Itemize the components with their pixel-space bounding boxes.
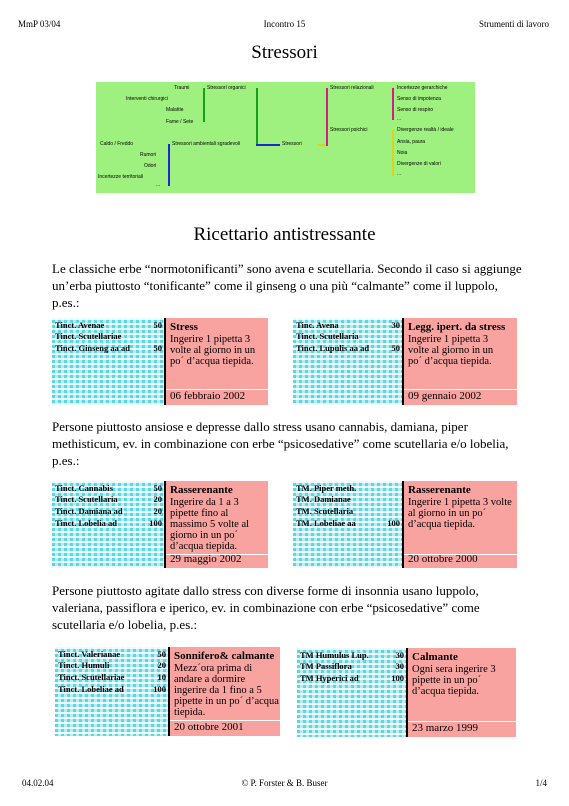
recipe-card xyxy=(293,481,517,568)
ingredient: TM Hyperici ad xyxy=(300,673,359,683)
ingredient: Tinct. Cannabis xyxy=(55,483,113,493)
diagram-label-dots-left: ... xyxy=(156,182,161,188)
ingredient: TM. Lobeliae aa xyxy=(296,518,356,528)
ingredient: Tinct. Avenae xyxy=(55,320,105,330)
card-title: Legg. ipert. da stress xyxy=(408,321,506,333)
footer-center: © P. Forster & B. Buser xyxy=(241,778,328,788)
diagram-label-divergenze-ri: Divergenze realtà / ideale xyxy=(397,127,454,133)
diagram-label-stressori: Stressori xyxy=(282,141,302,147)
ingredient: Tinct. Valerianae xyxy=(58,649,121,659)
diagram-label-malattie: Malattie xyxy=(166,107,184,113)
ingredient-qty: 100 xyxy=(391,673,404,683)
card-date: 06 febbraio 2002 xyxy=(170,390,246,402)
ingredient-qty: 30 xyxy=(395,661,404,671)
ingredient-qty: 30 xyxy=(391,320,400,330)
ingredient: Tinct. Scutellariae xyxy=(58,672,125,682)
diagram-label-fame: Fame / Sete xyxy=(166,119,194,125)
card-instructions-text: Ogni sera ingerire 3 pipette in un po´ d’acqua tiepida. xyxy=(412,664,496,697)
ingredient-qty: 20 xyxy=(153,494,162,504)
diagram-label-ambientali: Stressori ambientali sgradevoli xyxy=(172,141,241,147)
card-title: Rasserenante xyxy=(170,484,233,496)
card-instructions xyxy=(166,318,268,405)
card-ingredients xyxy=(293,481,402,568)
ingredient: Tinc. Avena xyxy=(296,320,339,330)
card-instructions-text: Ingerire 1 pipetta 3 volte al giorno in un po´ d’acqua tiepida. xyxy=(408,334,494,367)
diagram-label-impotenza: Senso di impotenza xyxy=(397,96,441,102)
diagram-label-odori: Odori xyxy=(144,163,157,169)
paragraph-2: Persone piuttosto ansiose e depresse dallo stress usano cannabis, damiana, piper methisticum, ev. in combinazione con erbe “psicosedative” come scutellaria e/o lobelia, p.es.: xyxy=(52,419,509,468)
card-date: 20 ottobre 2000 xyxy=(408,553,478,565)
card-instructions xyxy=(404,481,517,568)
diagram-line-merge xyxy=(256,88,258,144)
diagram-label-caldo: Caldo / Freddo xyxy=(100,141,134,147)
recipe-card xyxy=(52,481,268,568)
footer-left: 04.02.04 xyxy=(22,778,54,788)
ingredient: TM. Piper meth. xyxy=(296,483,357,493)
diagram-line-organic xyxy=(203,88,205,122)
diagram-line-center xyxy=(256,144,280,146)
ingredient-qty: 10 xyxy=(157,672,166,682)
footer-right: 1/4 xyxy=(535,778,547,788)
card-date: 23 marzo 1999 xyxy=(412,722,478,734)
diagram-label-divergenze-val: Divergenze di valori xyxy=(397,161,441,167)
recipe-card xyxy=(55,647,280,736)
card-instructions xyxy=(404,318,517,405)
recipe-card xyxy=(293,318,517,405)
recipe-card xyxy=(52,318,268,405)
diagram-label-respiro: Senso di respiro xyxy=(397,107,434,113)
diagram-label-noia: Noia xyxy=(397,150,408,156)
card-ingredients xyxy=(293,318,402,405)
diagram-label-dots-rel: ... xyxy=(397,116,402,122)
ingredient-qty: 100 xyxy=(153,684,166,694)
header-right: Strumenti di lavoro xyxy=(479,19,549,29)
card-instructions xyxy=(408,648,516,737)
ingredient: TM Humulus Lup. xyxy=(300,650,369,660)
card-date: 29 maggio 2002 xyxy=(170,553,242,565)
diagram-label-ansia: Ansia, paura xyxy=(397,139,426,145)
ingredient: Tinct. Scutellaria xyxy=(55,494,118,504)
ingredient-qty: 30 xyxy=(395,650,404,660)
diagram-label-dots-psi: ... xyxy=(397,171,402,177)
header-center: Incontro 15 xyxy=(263,19,306,29)
card-instructions xyxy=(170,647,280,736)
page-title: Stressori xyxy=(251,42,318,63)
stressors-diagram xyxy=(96,82,475,193)
diagram-line-psi xyxy=(392,130,394,176)
card-instructions-text: Ingerire 1 pipetta 3 volte al giorno in un po´ d’acqua tiepida. xyxy=(170,334,256,367)
ingredient: Tinct. Scutellaria xyxy=(296,331,359,341)
diagram-line-env xyxy=(168,144,170,186)
card-instructions-text: Ingerire da 1 a 3 pipette fino al massimo 5 volte al giorno in un po´ d’acqua tiepida. xyxy=(170,497,250,552)
diagram-label-interventi: Interventi chirurgici xyxy=(126,96,168,102)
card-date: 09 gennaio 2002 xyxy=(408,390,482,402)
card-title: Calmante xyxy=(412,651,458,663)
diagram-label-traumi: Traumi xyxy=(174,85,190,91)
ingredient-qty: 50 xyxy=(153,483,162,493)
ingredient-qty: 50 xyxy=(157,649,166,659)
paragraph-3: Persone piuttosto agitate dallo stress con diverse forme di insonnia usano luppolo, valeriana, passiflora e iperico, ev. in combinazione con erbe “psicosedative” come scutellaria e/o lobelia, p.es.: xyxy=(52,583,480,632)
ingredient-qty: 50 xyxy=(153,343,162,353)
ingredient-qty: 20 xyxy=(157,660,166,670)
card-ingredients xyxy=(52,481,164,568)
diagram-label-incertezze-terr: Incertezze territoriali xyxy=(98,174,144,180)
card-title: Sonnifero& calmante xyxy=(174,650,275,662)
ingredient-qty: 20 xyxy=(153,506,162,516)
diagram-label-rumori: Rumori xyxy=(140,152,157,158)
ingredient: TM. Scutellaria xyxy=(296,506,354,516)
ingredient: Tinct. Damiana ad xyxy=(55,506,123,516)
ingredient-qty: 100 xyxy=(387,518,400,528)
recipe-card xyxy=(297,648,516,737)
ingredient: TM. Damianae xyxy=(296,494,351,504)
ingredient-qty: 50 xyxy=(153,320,162,330)
ingredient: Tinct. Scutellariae xyxy=(55,331,122,341)
diagram-line-branch xyxy=(326,88,328,146)
card-date: 20 ottobre 2001 xyxy=(174,721,244,733)
card-title: Rasserenante xyxy=(408,484,471,496)
ingredient-qty: 50 xyxy=(391,343,400,353)
card-instructions-text: Ingerire 1 pipetta 3 volte al giorno in un po´ d’acqua tiepida. xyxy=(408,497,512,530)
card-instructions-text: Mezz´ora prima di andare a dormire ingerire da 1 fino a 5 pipette in un po´ d’acqua tiepida. xyxy=(174,663,279,718)
ingredient-qty: 100 xyxy=(149,518,162,528)
diagram-label-inc-gerarchiche: Incertezze gerarchiche xyxy=(397,85,448,91)
ingredient: Tinct. Lupulis aa ad xyxy=(296,343,370,353)
card-title: Stress xyxy=(170,321,198,333)
paragraph-1: Le classiche erbe “normotonificanti” sono avena e scutellaria. Secondo il caso si aggiunge un’erba piuttosto “tonificante” come il ginseng o una più “calmante” come il luppolo, p.es.: xyxy=(52,261,522,310)
card-ingredients xyxy=(55,647,168,736)
ingredient: Tinct. Lobeliae ad xyxy=(58,684,124,694)
card-ingredients xyxy=(52,318,164,405)
card-ingredients xyxy=(297,648,406,737)
card-instructions xyxy=(166,481,268,568)
ingredient: Tinct. Humuli xyxy=(58,660,110,670)
ingredient: Tinct. Lobelia ad xyxy=(55,518,117,528)
diagram-label-organici: Stressori organici xyxy=(207,85,246,91)
ingredient: Tinct. Ginseng aa ad xyxy=(55,343,130,353)
recipes-title: Ricettario antistressante xyxy=(193,224,376,245)
diagram-line-rel xyxy=(392,88,394,120)
header-left: MmP 03/04 xyxy=(18,19,61,29)
diagram-label-relazionali: Stressori relazionali xyxy=(330,85,374,91)
ingredient: TM Passiflora xyxy=(300,661,352,671)
diagram-label-psichici: Stressori psichici xyxy=(330,127,368,133)
